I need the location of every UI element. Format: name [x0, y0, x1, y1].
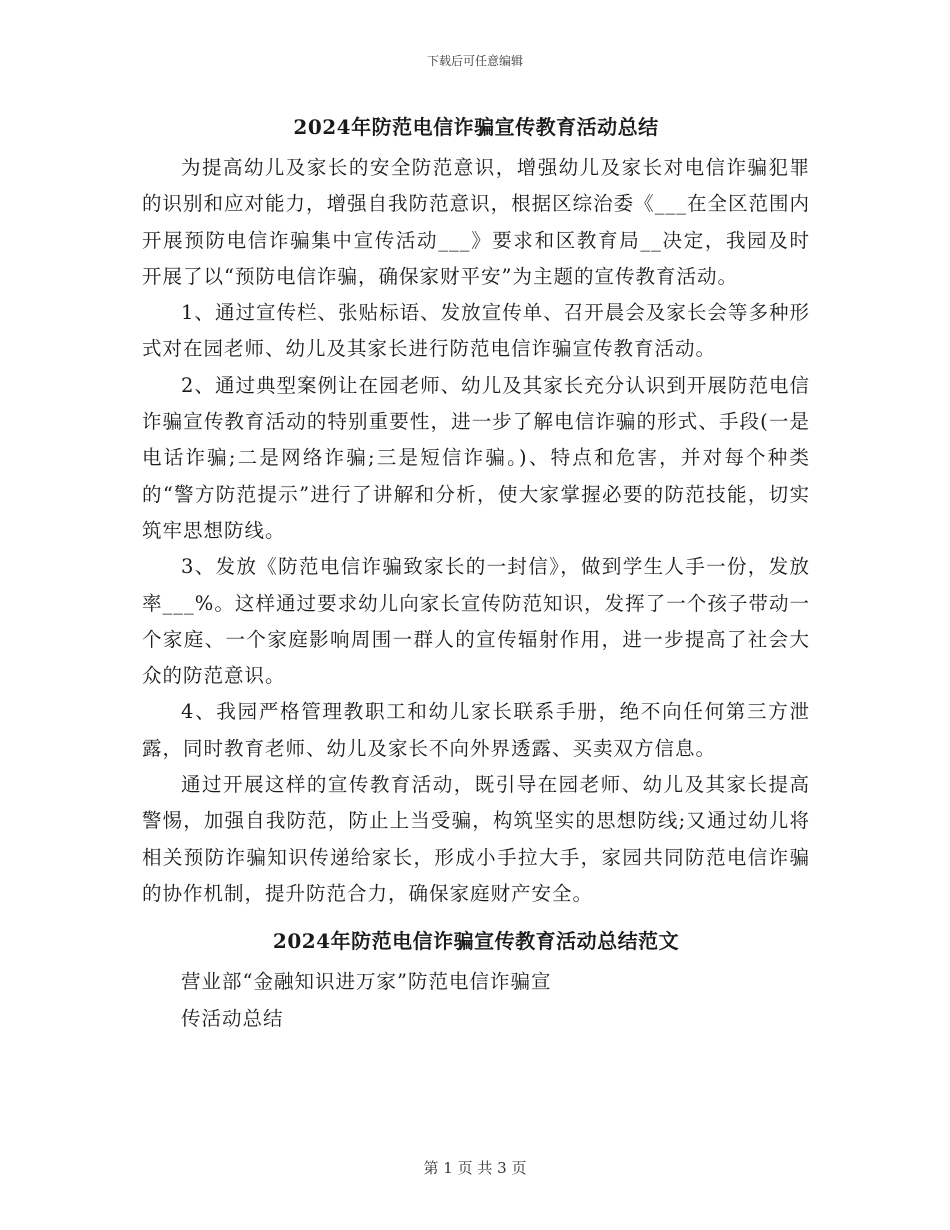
- second-heading-line-1: 营业部“金融知识进万家”防范电信诈骗宣: [181, 970, 552, 994]
- paragraph-item-1: 1、通过宣传栏、张贴标语、发放宣传单、召开晨会及家长会等多种形式对在园老师、幼儿及其家长进行防范电信诈骗宣传教育活动。: [142, 301, 810, 361]
- paragraph-item-3: 3、发放《防范电信诈骗致家长的一封信》，做到学生人手一份，发放率___%。这样通过要求幼儿向家长宣传防范知识，发挥了一个孩子带动一个家庭、一个家庭影响周围一群人的宣传辐射作用，进一步提高了社会大众的防范意识。: [142, 555, 810, 688]
- paragraph-intro: 为提高幼儿及家长的安全防范意识，增强幼儿及家长对电信诈骗犯罪的识别和应对能力，增强自我防范意识，根据区综治委《___在全区范围内开展预防电信诈骗集中宣传活动___》要求和区教育局__决定，我园及时开展了以“预防电信诈骗，确保家财平安”为主题的宣传教育活动。: [142, 156, 810, 288]
- paragraph-item-2: 2、通过典型案例让在园老师、幼儿及其家长充分认识到开展防范电信诈骗宣传教育活动的特别重要性，进一步了解电信诈骗的形式、手段(一是电话诈骗;二是网络诈骗;三是短信诈骗。)、特点和危害，并对每个种类的“警方防范提示”进行了讲解和分析，使大家掌握必要的防范技能，切实筑牢思想防线。: [142, 373, 810, 542]
- second-heading-line-2: 传活动总结: [181, 1006, 284, 1030]
- document-title: 2024年防范电信诈骗宣传教育活动总结: [293, 115, 659, 139]
- page-footer: 第 1 页 共 3 页: [423, 1159, 527, 1177]
- paragraph-item-4: 4、我园严格管理教职工和幼儿家长联系手册，绝不向任何第三方泄露，同时教育老师、幼儿及家长不向外界透露、买卖双方信息。: [142, 700, 810, 760]
- document-body: [142, 112, 810, 1037]
- page-header: 下载后可任意编辑: [426, 54, 523, 68]
- paragraph-conclusion: 通过开展这样的宣传教育活动，既引导在园老师、幼儿及其家长提高警惕，加强自我防范，防止上当受骗，构筑坚实的思想防线;又通过幼儿将相关预防诈骗知识传递给家长，形成小手拉大手，家园共同防范电信诈骗的协作机制，提升防范合力，确保家庭财产安全。: [142, 773, 810, 905]
- second-document-title: 2024年防范电信诈骗宣传教育活动总结范文: [272, 929, 680, 954]
